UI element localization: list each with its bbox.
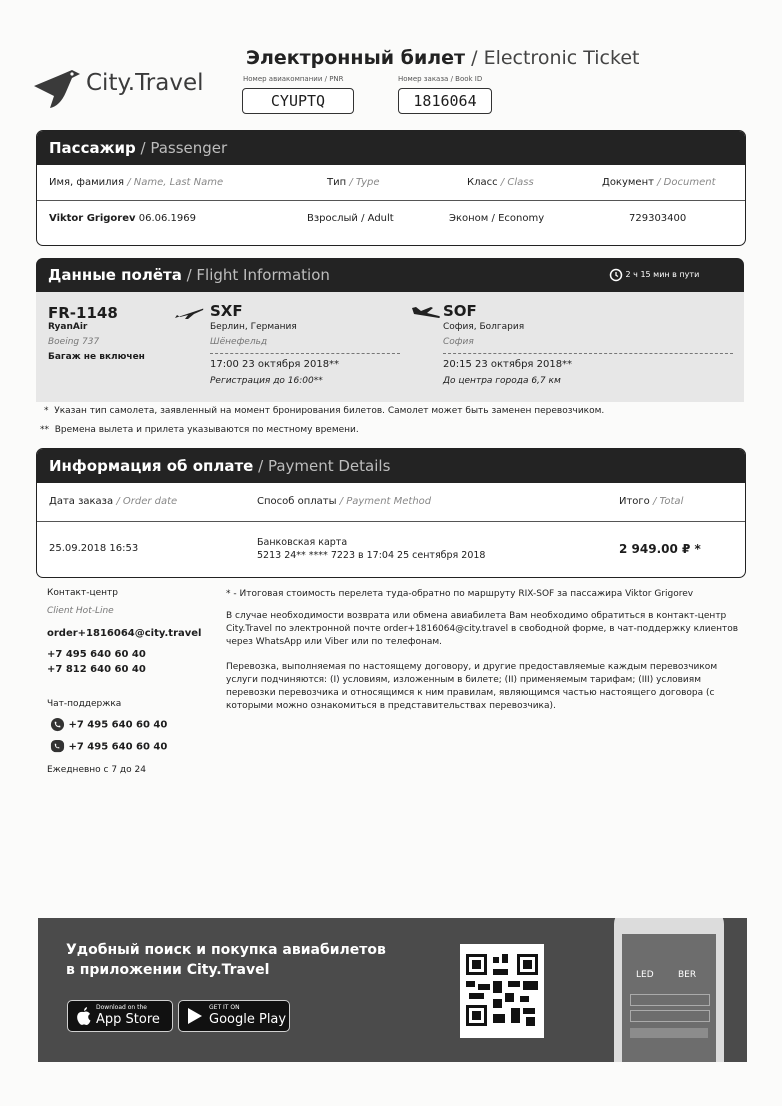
- payment-card: 5213 24** **** 7223 в 17:04 25 сентября 2018: [257, 550, 486, 561]
- checkin-time: Регистрация до 16:00**: [210, 376, 323, 386]
- arrival-airport: София: [443, 337, 474, 347]
- pnr-value: CYUPTQ: [242, 88, 354, 114]
- payment-header: [37, 449, 745, 483]
- contact-center-label-en: Client Hot-Line: [47, 606, 114, 616]
- phone-route-from: LED: [636, 970, 654, 980]
- phone-field: [630, 994, 710, 1006]
- flight-duration: [609, 258, 699, 292]
- carriage-terms: Перевозка, выполняемая по настоящему договору, и другие предоставляемые каждым перевозчиком услуги подчиняются: (I) условиям, изложенным в билете; (II) применяемым тарифам; (III) условиям перевозки перевозчика и относящимся к ним правилам, являющимся частью настоящего договора (с которыми можно ознакомиться в представительствах перевозчика).: [226, 662, 718, 711]
- arrival-code: SOF: [443, 302, 477, 320]
- whatsapp-contact[interactable]: [50, 717, 167, 732]
- refund-info: В случае необходимости возврата или обмена авиабилета Вам необходимо обратиться в контакт-центр City.Travel по электронной почте order+1816064@city.travel в свободной форме, в чат-поддержку клиентов через WhatsApp или Viber или по телефонам.: [226, 611, 739, 647]
- departure-city: Берлин, Германия: [210, 322, 297, 332]
- col-total: Итого / Total: [619, 496, 684, 507]
- phone-field: [630, 1010, 710, 1022]
- flight-title-ru: Данные полёта: [48, 266, 182, 284]
- flight-header: [36, 258, 744, 292]
- google-play-icon: [187, 1007, 203, 1025]
- phone-screen: [622, 934, 716, 1062]
- passenger-section: [36, 130, 746, 246]
- col-type: Тип / Type: [327, 177, 380, 188]
- viber-number: +7 495 640 60 40: [68, 741, 168, 753]
- pnr-label: Номер авиакомпании / PNR: [243, 75, 344, 83]
- passenger-row: [37, 201, 745, 236]
- book-id-label: Номер заказа / Book ID: [398, 75, 483, 83]
- phone-mockup: [614, 918, 724, 1062]
- passenger-type: Взрослый / Adult: [307, 213, 394, 224]
- support-hours: Ежедневно с 7 до 24: [47, 765, 146, 775]
- viber-contact[interactable]: [50, 739, 167, 754]
- payment-title-en: / Payment Details: [253, 457, 391, 475]
- google-play-button[interactable]: [178, 1000, 290, 1032]
- clock-icon: [609, 268, 623, 282]
- phone-search-bar: [630, 1028, 708, 1038]
- airline: RyanAir: [48, 322, 88, 332]
- phone-route-to: BER: [678, 970, 697, 980]
- note-local-time: ** Времена вылета и прилета указываются по местному времени.: [40, 425, 359, 435]
- plane-departure-icon: [174, 306, 204, 320]
- passenger-title-en: / Passenger: [135, 139, 228, 157]
- banner-text: [66, 940, 386, 980]
- baggage: Багаж не включен: [48, 352, 145, 362]
- passenger-document: 729303400: [629, 213, 687, 224]
- arrival-time: 20:15 23 октября 2018**: [443, 359, 573, 370]
- col-order-date: Дата заказа / Order date: [49, 496, 178, 507]
- passenger-name-cell: [49, 201, 196, 236]
- apple-icon: [76, 1007, 92, 1025]
- contact-center-label: Контакт-центр: [47, 588, 118, 598]
- book-id-value: 1816064: [398, 88, 492, 114]
- banner-line-1: Удобный поиск и покупка авиабилетов: [66, 942, 386, 958]
- payment-title-ru: Информация об оплате: [49, 457, 254, 475]
- passenger-name: Viktor Grigorev: [49, 213, 136, 224]
- logo-text: City.Travel: [86, 70, 204, 96]
- contact-phone-spb[interactable]: +7 812 640 60 40: [47, 664, 146, 675]
- title-en: Electronic Ticket: [483, 47, 640, 69]
- qr-code[interactable]: [460, 944, 544, 1038]
- passenger-columns: [37, 165, 745, 201]
- payment-section: [36, 448, 746, 578]
- flight-number: FR-1148: [48, 304, 118, 322]
- passenger-class: Эконом / Economy: [449, 213, 545, 224]
- appstore-small-text: Download on the: [96, 1004, 147, 1011]
- viber-icon: [50, 739, 65, 754]
- order-date: 25.09.2018 16:53: [49, 543, 139, 554]
- departure-code: SXF: [210, 302, 243, 320]
- gplay-small-text: GET IT ON: [209, 1004, 240, 1011]
- arrival-divider: [443, 353, 733, 354]
- qr-code-icon: [466, 954, 538, 1026]
- departure-divider: [210, 353, 400, 354]
- payment-columns: [37, 483, 745, 522]
- passenger-birth: 06.06.1969: [138, 213, 196, 224]
- flight-body: [36, 292, 744, 402]
- payment-method-type: Банковская карта: [257, 537, 348, 548]
- total-amount: 2 949.00 ₽ *: [619, 542, 701, 556]
- departure-airport: Шёнефельд: [210, 337, 268, 347]
- passenger-title-ru: Пассажир: [49, 139, 136, 157]
- departure-time: 17:00 23 октября 2018**: [210, 359, 340, 370]
- city-center-distance: До центра города 6,7 км: [443, 376, 561, 386]
- app-banner: [38, 918, 747, 1062]
- col-document: Документ / Document: [602, 177, 716, 188]
- app-store-button[interactable]: [67, 1000, 173, 1032]
- col-class: Класс / Class: [467, 177, 534, 188]
- title-ru: Электронный билет: [246, 47, 466, 69]
- aircraft: Boeing 737: [48, 337, 100, 347]
- contact-phone-msk[interactable]: +7 495 640 60 40: [47, 649, 146, 660]
- col-name: Имя, фамилия / Name, Last Name: [49, 177, 224, 188]
- passenger-header: [37, 131, 745, 165]
- gplay-big-text: Google Play: [209, 1012, 287, 1027]
- banner-line-2: в приложении City.Travel: [66, 962, 270, 978]
- title-separator: /: [465, 47, 484, 69]
- payment-row: [37, 522, 745, 576]
- payment-method: [257, 536, 485, 562]
- whatsapp-number: +7 495 640 60 40: [68, 719, 168, 731]
- appstore-big-text: App Store: [96, 1012, 160, 1027]
- plane-arrival-icon: [411, 305, 441, 319]
- bird-logo-icon: [32, 62, 84, 110]
- city-travel-logo: [32, 62, 202, 112]
- document-title: [246, 47, 639, 69]
- contact-email[interactable]: order+1816064@city.travel: [47, 628, 202, 639]
- duration-text: 2 ч 15 мин в пути: [625, 270, 700, 279]
- col-payment-method: Способ оплаты / Payment Method: [257, 496, 432, 507]
- flight-title-en: / Flight Information: [181, 266, 330, 284]
- arrival-city: София, Болгария: [443, 322, 525, 332]
- chat-support-label: Чат-поддержка: [47, 699, 122, 709]
- total-footnote: * - Итоговая стоимость перелета туда-обратно по маршруту RIX-SOF за пассажира Viktor Grigorev: [226, 589, 694, 599]
- note-aircraft: * Указан тип самолета, заявленный на момент бронирования билетов. Самолет может быть заменен перевозчиком.: [44, 406, 605, 416]
- whatsapp-icon: [50, 717, 65, 732]
